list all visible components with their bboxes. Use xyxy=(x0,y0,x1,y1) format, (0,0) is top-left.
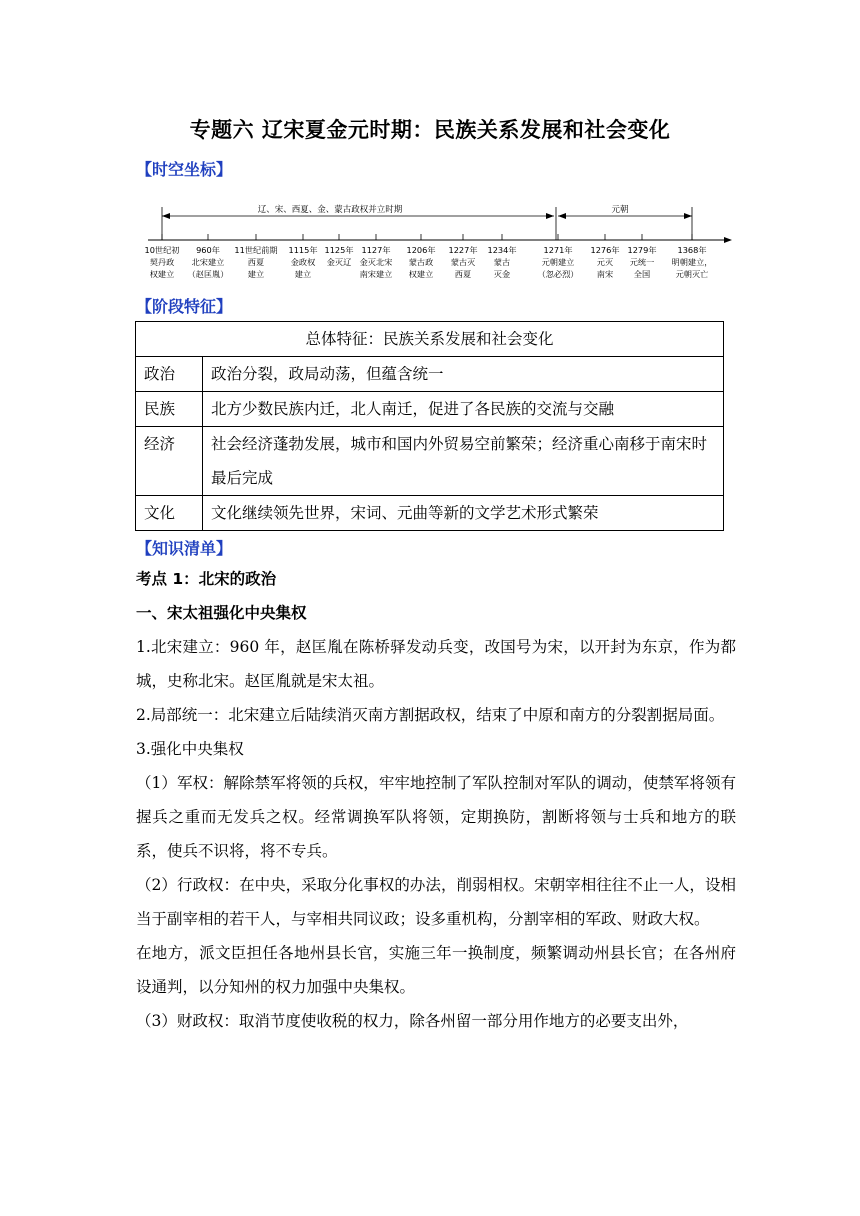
timeline-event-label: 西夏 xyxy=(247,257,265,267)
timeline-event-date: 1115年 xyxy=(288,245,318,255)
table-row xyxy=(136,392,724,427)
timeline-event-label: 元统一 xyxy=(629,257,655,267)
timeline-event-label: 权建立 xyxy=(149,269,175,279)
subheading: 一、宋太祖强化中央集权 xyxy=(136,604,307,622)
paragraph: （2）行政权：在中央，采取分化事权的办法，削弱相权。宋朝宰相往往不止一人，设相当于副宰相的若干人，与宰相共同议政；设多重机构，分割宰相的军政、财政大权。 xyxy=(136,876,736,928)
features-table xyxy=(135,321,724,531)
timeline-event-label: （赵匡胤） xyxy=(187,269,229,279)
timeline-event-date: 1125年 xyxy=(324,245,354,255)
timeline-event-date: 11世纪前期 xyxy=(234,245,278,255)
timeline-event-label: 南宋 xyxy=(596,269,614,279)
paragraph: （3）财政权：取消节度使收税的权力，除各州留一部分用作地方的必要支出外， xyxy=(136,1012,689,1030)
paragraph: （1）军权：解除禁军将领的兵权，牢牢地控制了军队控制对军队的调动，使禁军将领有握兵之重而无发兵之权。经常调换军队将领，定期换防，割断将领与士兵和地方的联系，使兵不识将，将不专兵。 xyxy=(136,774,736,860)
timeline-event-label: 蒙古灭 xyxy=(450,257,476,267)
timeline-event-date: 1279年 xyxy=(627,245,657,255)
paragraph: 2.局部统一：北宋建立后陆续消灭南方割据政权，结束了中原和南方的分裂割据局面。 xyxy=(136,706,725,724)
row-key: 政治 xyxy=(136,357,203,392)
row-value: 文化继续领先世界，宋词、元曲等新的文学艺术形式繁荣 xyxy=(203,496,724,531)
paragraph: 3.强化中央集权 xyxy=(136,740,244,758)
table-row xyxy=(136,427,724,496)
timeline-event-date: 10世纪初 xyxy=(144,245,180,255)
row-key: 经济 xyxy=(136,427,203,496)
timeline-event-label: 北宋建立 xyxy=(191,257,225,267)
timeline-event-label: 灭金 xyxy=(493,269,511,279)
row-value: 社会经济蓬勃发展，城市和国内外贸易空前繁荣；经济重心南移于南宋时最后完成 xyxy=(203,427,724,496)
timeline-event-date: 1227年 xyxy=(448,245,478,255)
timeline-event-label: 蒙古政 xyxy=(408,257,434,267)
timeline-event-date: 1271年 xyxy=(543,245,573,255)
point-heading: 考点 1：北宋的政治 xyxy=(136,570,277,588)
timeline-event-label: 金灭北宋 xyxy=(359,257,393,267)
timeline-event-label: 元朝建立 xyxy=(541,257,575,267)
timeline-event-label: 南宋建立 xyxy=(359,269,393,279)
timeline-event-label: 金灭辽 xyxy=(326,257,352,267)
table-row xyxy=(136,357,724,392)
timeline-event-label: 权建立 xyxy=(408,269,434,279)
timeline-event-label: 蒙古 xyxy=(493,257,511,267)
timeline-event-label: 明朝建立， xyxy=(671,257,713,267)
timeline-event-label: 建立 xyxy=(294,269,312,279)
timeline-event-label: 契丹政 xyxy=(149,257,175,267)
timeline-event-label: 建立 xyxy=(247,269,265,279)
timeline-event-label: 元灭 xyxy=(596,257,614,267)
timeline-event-date: 1127年 xyxy=(361,245,391,255)
period2-label: 元朝 xyxy=(611,205,629,215)
timeline-event-label: 西夏 xyxy=(454,269,472,279)
timeline-event-date: 1206年 xyxy=(406,245,436,255)
timeline-event-date: 1368年 xyxy=(677,245,707,255)
row-value: 北方少数民族内迁，北人南迁，促进了各民族的交流与交融 xyxy=(203,392,724,427)
row-key: 文化 xyxy=(136,496,203,531)
period1-label: 辽、宋、西夏、金、蒙古政权并立时期 xyxy=(257,205,403,215)
timeline-chart xyxy=(140,192,740,292)
section-timeline-heading: 【时空坐标】 xyxy=(136,160,233,179)
knowledge-body xyxy=(136,562,736,1038)
timeline-event-label: （忽必烈） xyxy=(537,269,579,279)
table-header: 总体特征：民族关系发展和社会变化 xyxy=(136,322,724,357)
row-key: 民族 xyxy=(136,392,203,427)
timeline-event-label: 金政权 xyxy=(290,257,316,267)
paragraph: 在地方，派文臣担任各地州县长官，实施三年一换制度，频繁调动州县长官；在各州府设通判，以分知州的权力加强中央集权。 xyxy=(136,944,736,996)
timeline-event-date: 960年 xyxy=(196,245,220,255)
table-row xyxy=(136,496,724,531)
paragraph: 1.北宋建立：960 年，赵匡胤在陈桥驿发动兵变，改国号为宋，以开封为东京，作为都城，史称北宋。赵匡胤就是宋太祖。 xyxy=(136,638,736,690)
timeline-event-date: 1234年 xyxy=(487,245,517,255)
table-row xyxy=(136,322,724,357)
timeline-event-label: 全国 xyxy=(633,269,651,279)
page-title: 专题六 辽宋夏金元时期：民族关系发展和社会变化 xyxy=(189,118,671,142)
timeline-event-date: 1276年 xyxy=(590,245,620,255)
section-features-heading: 【阶段特征】 xyxy=(136,297,233,316)
section-knowledge-heading: 【知识清单】 xyxy=(136,539,233,558)
row-value: 政治分裂，政局动荡，但蕴含统一 xyxy=(203,357,724,392)
timeline-event-label: 元朝灭亡 xyxy=(675,269,709,279)
